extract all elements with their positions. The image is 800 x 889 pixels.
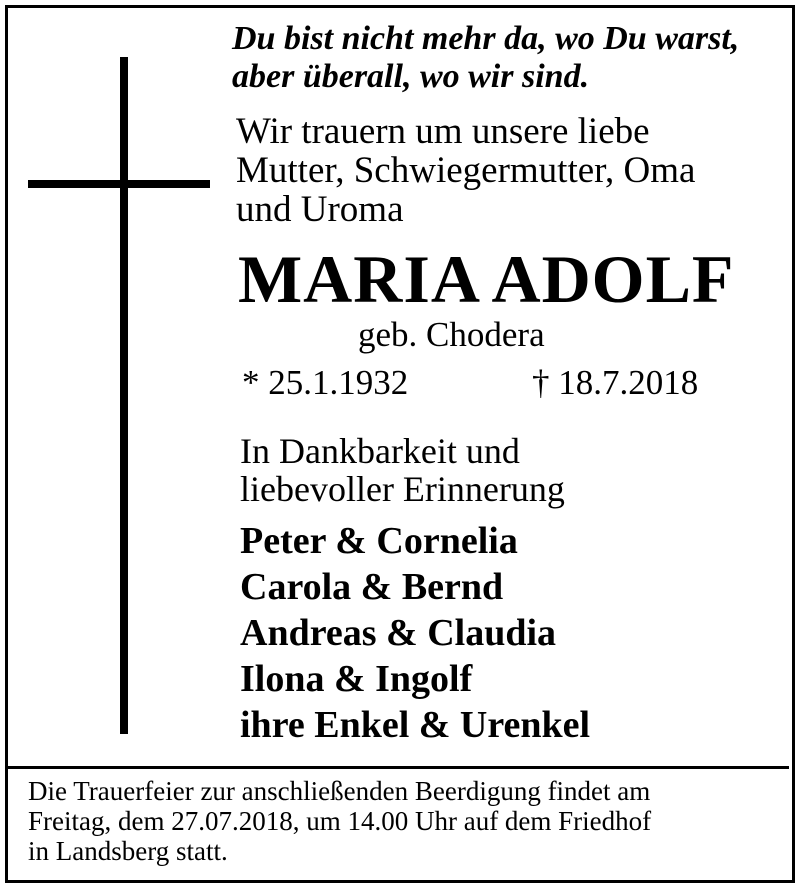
gratitude-line: liebevoller Erinnerung (240, 469, 565, 509)
mourner-entry: Carola & Bernd (240, 566, 504, 608)
gratitude-line: In Dankbarkeit und (240, 431, 520, 471)
funeral-line: Freitag, dem 27.07.2018, um 14.00 Uhr auf dem Friedhof (28, 806, 652, 836)
intro-line: Wir trauern um unsere liebe (236, 111, 650, 152)
birth-name: geb. Chodera (358, 315, 545, 354)
intro-line: Mutter, Schwiegermutter, Oma (236, 150, 696, 191)
funeral-line: Die Trauerfeier zur anschließenden Beerdigung findet am (28, 776, 651, 806)
cross-icon-beam (28, 180, 210, 188)
mourner-entry: ihre Enkel & Urenkel (240, 704, 591, 746)
gratitude-text (240, 432, 565, 508)
mourning-intro (236, 112, 695, 229)
mourner-entry: Ilona & Ingolf (240, 658, 473, 700)
section-divider (8, 766, 789, 769)
quote-line: aber überall, wo wir sind. (232, 58, 590, 95)
birth-date: * 25.1.1932 (242, 363, 409, 402)
mourner-entry: Peter & Cornelia (240, 520, 518, 562)
funeral-line: in Landsberg statt. (28, 836, 228, 866)
quote-line: Du bist nicht mehr da, wo Du warst, (232, 20, 740, 57)
intro-line: und Uroma (236, 189, 404, 230)
deceased-name: MARIA ADOLF (238, 241, 735, 317)
cross-icon (120, 57, 128, 734)
memorial-quote (232, 20, 792, 96)
mourner-entry: Andreas & Claudia (240, 612, 557, 654)
mourners-list (240, 518, 590, 748)
funeral-info (28, 776, 651, 866)
death-date: † 18.7.2018 (532, 363, 699, 402)
